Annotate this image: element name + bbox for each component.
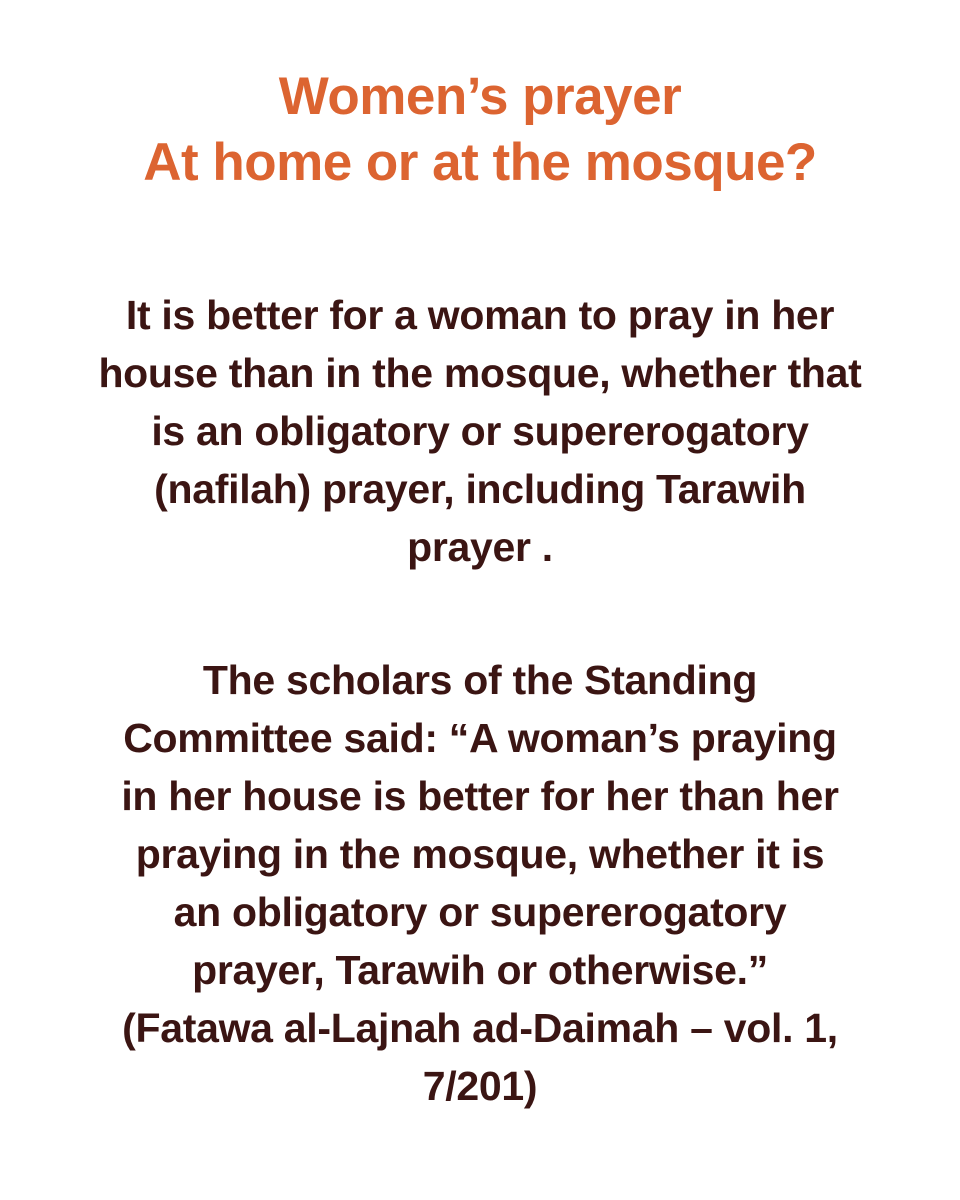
quote-line: Committee said: “A woman’s praying [123, 715, 837, 761]
page-title [40, 64, 920, 196]
ruling-line: house than in the mosque, whether that [98, 350, 862, 396]
quote-line: in her house is better for her than her [121, 773, 839, 819]
title-line-2: At home or at the mosque? [143, 133, 817, 192]
ruling-line: is an obligatory or supererogatory [151, 408, 809, 454]
citation-line: 7/201) [422, 1063, 538, 1109]
ruling-line: It is better for a woman to pray in her [125, 292, 835, 338]
quote-line: The scholars of the Standing [202, 657, 758, 703]
citation-line: (Fatawa al-Lajnah ad-Daimah – vol. 1, [122, 1005, 838, 1051]
title-line-1: Women’s prayer [278, 67, 682, 126]
ruling-paragraph [40, 286, 920, 576]
ruling-line: prayer . [407, 524, 553, 570]
quote-line: prayer, Tarawih or otherwise.” [192, 947, 768, 993]
ruling-line: (nafilah) prayer, including Tarawih [154, 466, 806, 512]
quote-line: praying in the mosque, whether it is [135, 831, 825, 877]
quote-line: an obligatory or supererogatory [173, 889, 787, 935]
quote-paragraph [40, 651, 920, 1115]
